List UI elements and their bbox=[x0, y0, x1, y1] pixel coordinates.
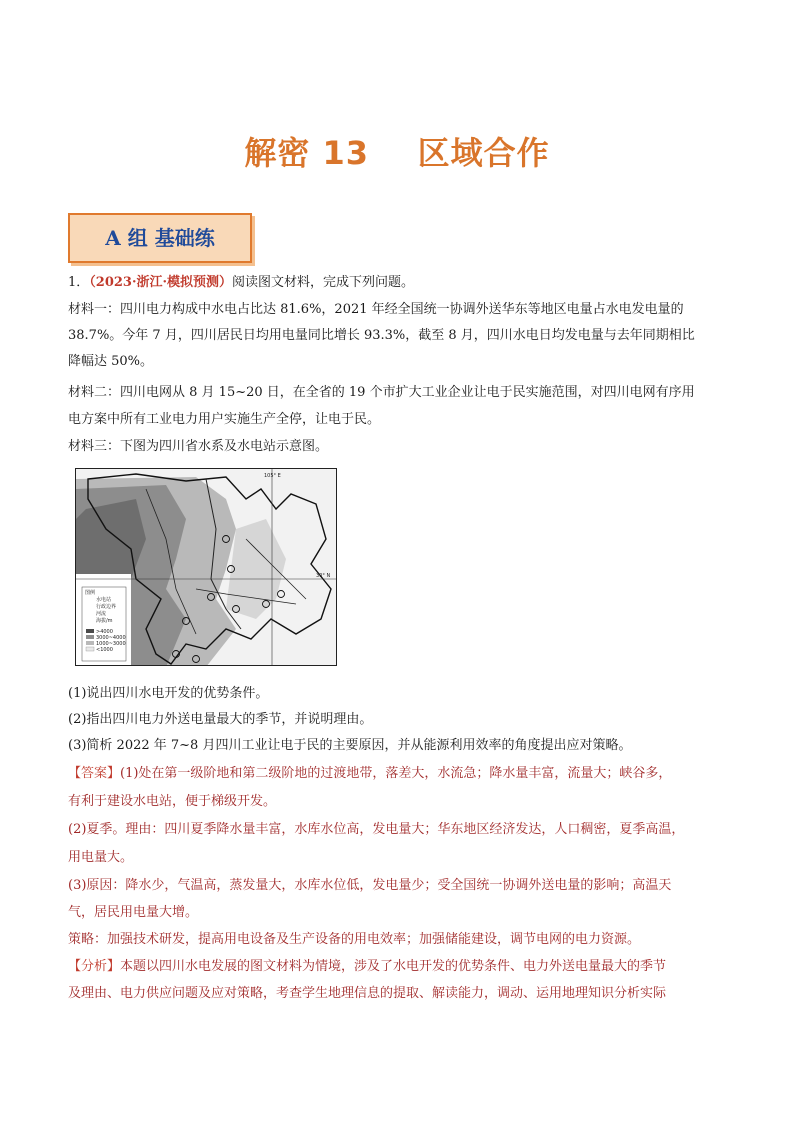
material1-line: 38.7%。今年 7 月，四川居民日均用电量同比增长 93.3%，截至 8 月，四川水电日均发电量与去年同期相比 bbox=[68, 328, 695, 343]
question-source: （2023·浙江·模拟预测） bbox=[89, 275, 233, 290]
answer-line: 策略：加强技术研发，提高用电设备及生产设备的用电效率；加强储能建设，调节电网的电力资源。 bbox=[68, 932, 641, 947]
question-number: 1． bbox=[68, 275, 90, 290]
group-header bbox=[68, 213, 252, 263]
answer-line: (3)原因：降水少，气温高，蒸发量大，水库水位低，发电量少；受全国统一协调外送电量的影响；高温天 bbox=[68, 878, 672, 893]
analysis-line: 【分析】本题以四川水电发展的图文材料为情境，涉及了水电开发的优势条件、电力外送电量最大的季节 bbox=[68, 959, 667, 974]
analysis-tag: 【分析】 bbox=[68, 959, 121, 974]
answer-line: 气，居民用电量大增。 bbox=[68, 905, 199, 920]
legend-item: 水电站 bbox=[96, 597, 112, 603]
legend-item: 3000~4000 bbox=[96, 635, 126, 641]
material3-line: 材料三：下图为四川省水系及水电站示意图。 bbox=[68, 439, 329, 454]
material2-line: 材料二：四川电网从 8 月 15~20 日，在全省的 19 个市扩大工业企业让电于民实施范围，对四川电网有序用 bbox=[68, 385, 695, 400]
sub-question-2: (2)指出四川电力外送电量最大的季节，并说明理由。 bbox=[68, 712, 373, 727]
legend-item: 1000~3000 bbox=[96, 641, 126, 647]
legend-item: 海拔/m bbox=[96, 618, 113, 624]
longitude-label: 105° E bbox=[264, 473, 281, 479]
material2-line: 电方案中所有工业电力用户实施生产全停，让电于民。 bbox=[68, 412, 381, 427]
legend-title: 图例 bbox=[85, 590, 96, 596]
analysis-line: 及理由、电力供应问题及应对策略，考查学生地理信息的提取、解读能力，调动、运用地理知识分析实际 bbox=[68, 986, 667, 1001]
material1-line: 降幅达 50%。 bbox=[68, 354, 154, 369]
legend-item: 行政边界 bbox=[96, 604, 117, 610]
legend-item: 河流 bbox=[96, 611, 107, 617]
latitude-label: 30° N bbox=[316, 573, 331, 579]
sichuan-hydro-map bbox=[75, 468, 337, 666]
page-title: 解密 13 区域合作 bbox=[244, 134, 550, 172]
sub-question-1: (1)说出四川水电开发的优势条件。 bbox=[68, 686, 269, 701]
material1-line: 材料一：四川电力构成中水电占比达 81.6%，2021 年经全国统一协调外送华东等地区电量占水电发电量的 bbox=[68, 302, 684, 317]
answer-line: 用电量大。 bbox=[68, 850, 134, 865]
legend-item: <1000 bbox=[96, 647, 113, 653]
legend-item: >4000 bbox=[96, 629, 113, 635]
map-figure bbox=[76, 469, 337, 666]
group-label: A 组 基础练 bbox=[105, 226, 215, 250]
answer-line: 有利于建设水电站，便于梯级开发。 bbox=[68, 794, 277, 809]
question-header bbox=[68, 274, 414, 292]
answer-tag: 【答案】 bbox=[68, 766, 121, 781]
question-intro: 阅读图文材料，完成下列问题。 bbox=[232, 275, 415, 290]
answer-line: 【答案】(1)处在第一级阶地和第二级阶地的过渡地带，落差大，水流急；降水量丰富，流量大；峡谷多， bbox=[68, 766, 672, 781]
answer-line: (2)夏季。理由：四川夏季降水量丰富，水库水位高，发电量大；华东地区经济发达，人口稠密，夏季高温， bbox=[68, 822, 685, 837]
sub-question-3: (3)简析 2022 年 7~8 月四川工业让电于民的主要原因，并从能源利用效率的角度提出应对策略。 bbox=[68, 738, 632, 753]
